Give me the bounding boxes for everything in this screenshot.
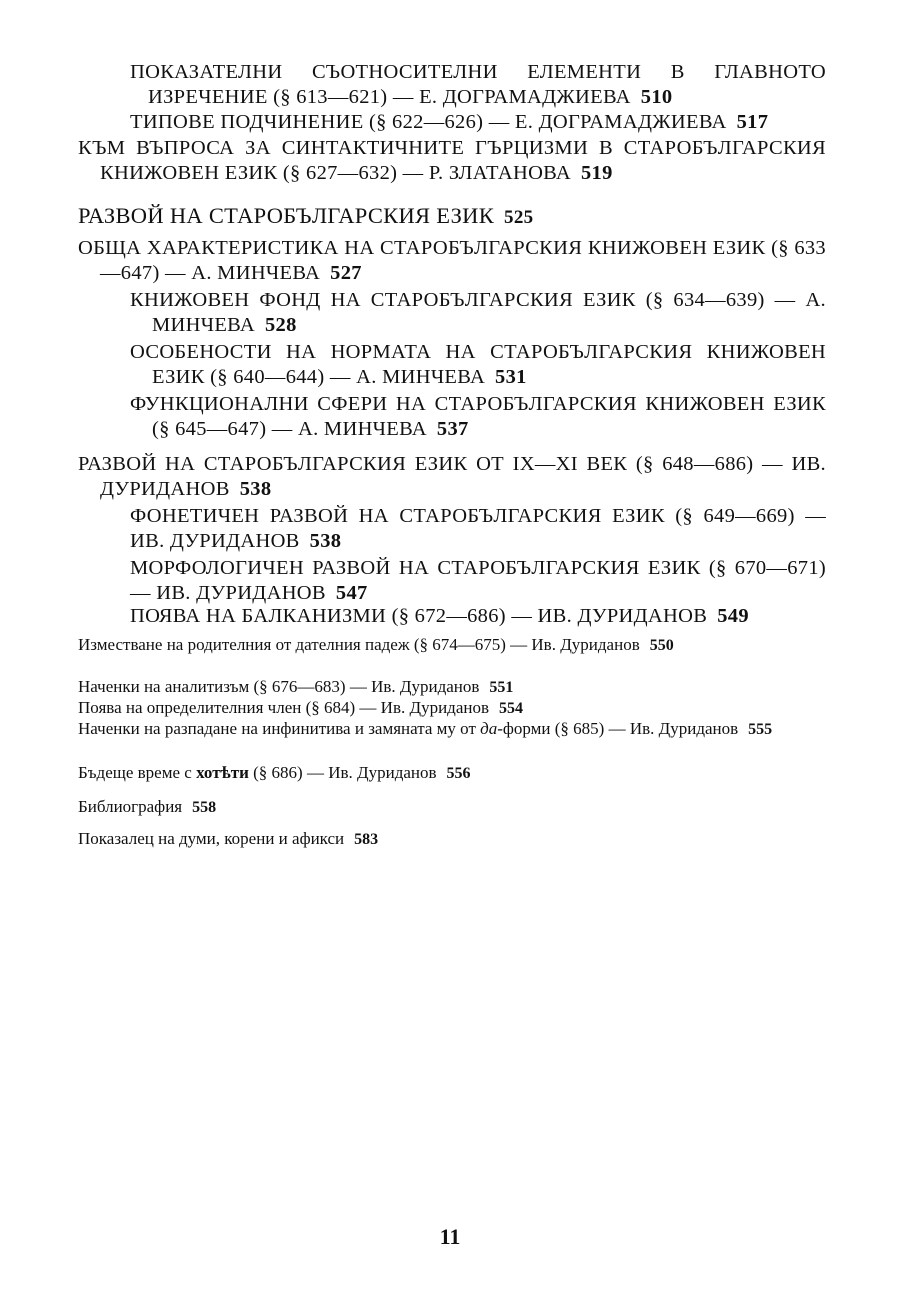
toc-entry-italic-word: да: [480, 719, 498, 738]
toc-entry: [130, 288, 826, 338]
toc-entry-page: 549: [717, 605, 749, 627]
toc-entry-title: ТИПОВЕ ПОДЧИНЕНИЕ (§ 622—626) — Е. ДОГРАМАДЖИЕВА: [130, 111, 727, 133]
toc-entry-page: 528: [264, 314, 297, 336]
toc-entry-title-end: -форми (§ 685) — Ив. Дуриданов: [497, 719, 739, 738]
toc-entry-title: МОРФОЛОГИЧЕН РАЗВОЙ НА СТАРОБЪЛГАРСКИЯ ЕЗИК (§ 670—671) — ИВ. ДУРИДАНОВ: [130, 557, 826, 604]
toc-entry-title: ПОКАЗАТЕЛНИ СЪОТНОСИТЕЛНИ ЕЛЕМЕНТИ В ГЛАВНОТО ИЗРЕЧЕНИЕ (§ 613—621) — Е. ДОГРАМАДЖИЕВА: [130, 61, 826, 108]
toc-subentry: [78, 676, 826, 698]
toc-entry: [130, 392, 826, 442]
toc-subentry: [78, 828, 826, 850]
toc-entry-page: 583: [354, 831, 379, 848]
toc-entry-title: РАЗВОЙ НА СТАРОБЪЛГАРСКИЯ ЕЗИК ОТ IX—XI ВЕК (§ 648—686) — ИВ. ДУРИДАНОВ: [78, 453, 826, 500]
toc-entry-page: 537: [436, 418, 469, 440]
toc-entry-title: ОБЩА ХАРАКТЕРИСТИКА НА СТАРОБЪЛГАРСКИЯ КНИЖОВЕН ЕЗИК (§ 633—647) — А. МИНЧЕВА: [78, 237, 826, 284]
toc-entry: [130, 604, 826, 629]
toc-entry-title: ФУНКЦИОНАЛНИ СФЕРИ НА СТАРОБЪЛГАРСКИЯ КНИЖОВЕН ЕЗИК (§ 645—647) — А. МИНЧЕВА: [130, 393, 826, 440]
toc-subentry: [78, 634, 826, 656]
toc-entry-title: Показалец на думи, корени и афикси: [78, 829, 345, 848]
toc-entry: [130, 556, 826, 606]
toc-subentry: [78, 718, 826, 740]
section-heading-title: РАЗВОЙ НА СТАРОБЪЛГАРСКИЯ ЕЗИК: [78, 203, 495, 228]
toc-entry: [130, 340, 826, 390]
toc-entry-page: 558: [192, 799, 217, 816]
toc-entry-page: 531: [495, 366, 527, 388]
toc-entry: [78, 236, 826, 286]
toc-entry-title: Изместване на родителния от дателния падеж (§ 674—675) — Ив. Дуриданов: [78, 635, 640, 654]
toc-entry: [78, 452, 826, 502]
toc-entry-page: 525: [504, 207, 534, 228]
toc-entry-page: 554: [499, 700, 523, 717]
toc-entry-title: ФОНЕТИЧЕН РАЗВОЙ НА СТАРОБЪЛГАРСКИЯ ЕЗИК (§ 649—669) — ИВ. ДУРИДАНОВ: [130, 505, 826, 552]
toc-entry-page: 550: [649, 637, 674, 654]
toc-entry-page: 547: [335, 582, 368, 604]
toc-entry-title-end: (§ 686) — Ив. Дуриданов: [248, 763, 437, 782]
toc-entry: [130, 504, 826, 554]
toc-entry-title: ПОЯВА НА БАЛКАНИЗМИ (§ 672—686) — ИВ. ДУРИДАНОВ: [130, 605, 708, 627]
toc-entry-page: 555: [748, 721, 773, 738]
page-number: 11: [439, 1224, 461, 1249]
toc-subentry: [78, 697, 826, 719]
toc-entry-page: 556: [446, 765, 471, 782]
toc-entry-title-start: Наченки на разпадане на инфинитива и замяната му от: [78, 719, 481, 738]
toc-subentry: [78, 796, 826, 818]
toc-entry: [130, 60, 826, 110]
section-heading: [78, 202, 826, 231]
toc-entry-page: 538: [309, 530, 342, 552]
toc-subentry: [78, 762, 826, 784]
toc-entry-title: Библиография: [78, 797, 183, 816]
toc-entry-title: КНИЖОВЕН ФОНД НА СТАРОБЪЛГАРСКИЯ ЕЗИК (§ 634—639) — А. МИНЧЕВА: [130, 289, 826, 336]
toc-entry: [130, 110, 826, 135]
toc-entry-title: Наченки на аналитизъм (§ 676—683) — Ив. Дуриданов: [78, 677, 480, 696]
toc-entry: [78, 136, 826, 186]
toc-entry-page: 517: [736, 111, 769, 133]
toc-entry-page: 510: [640, 86, 673, 108]
toc-entry-title: КЪМ ВЪПРОСА ЗА СИНТАКТИЧНИТЕ ГЪРЦИЗМИ В СТАРОБЪЛГАРСКИЯ КНИЖОВЕН ЕЗИК (§ 627—632) — Р. ЗЛАТАНОВА: [78, 137, 826, 184]
toc-entry-title: Поява на определителния член (§ 684) — Ив. Дуриданов: [78, 698, 489, 717]
toc-entry-title: ОСОБЕНОСТИ НА НОРМАТА НА СТАРОБЪЛГАРСКИЯ КНИЖОВЕН ЕЗИК (§ 640—644) — А. МИНЧЕВА: [130, 341, 826, 388]
old-bulgarian-word: хотѣти: [196, 763, 249, 782]
toc-entry-page: 538: [239, 478, 272, 500]
toc-entry-page: 551: [489, 679, 514, 696]
toc-entry-title-start: Бъдеще време с: [78, 763, 197, 782]
toc-entry-page: 527: [330, 262, 362, 284]
toc-entry-page: 519: [580, 162, 613, 184]
